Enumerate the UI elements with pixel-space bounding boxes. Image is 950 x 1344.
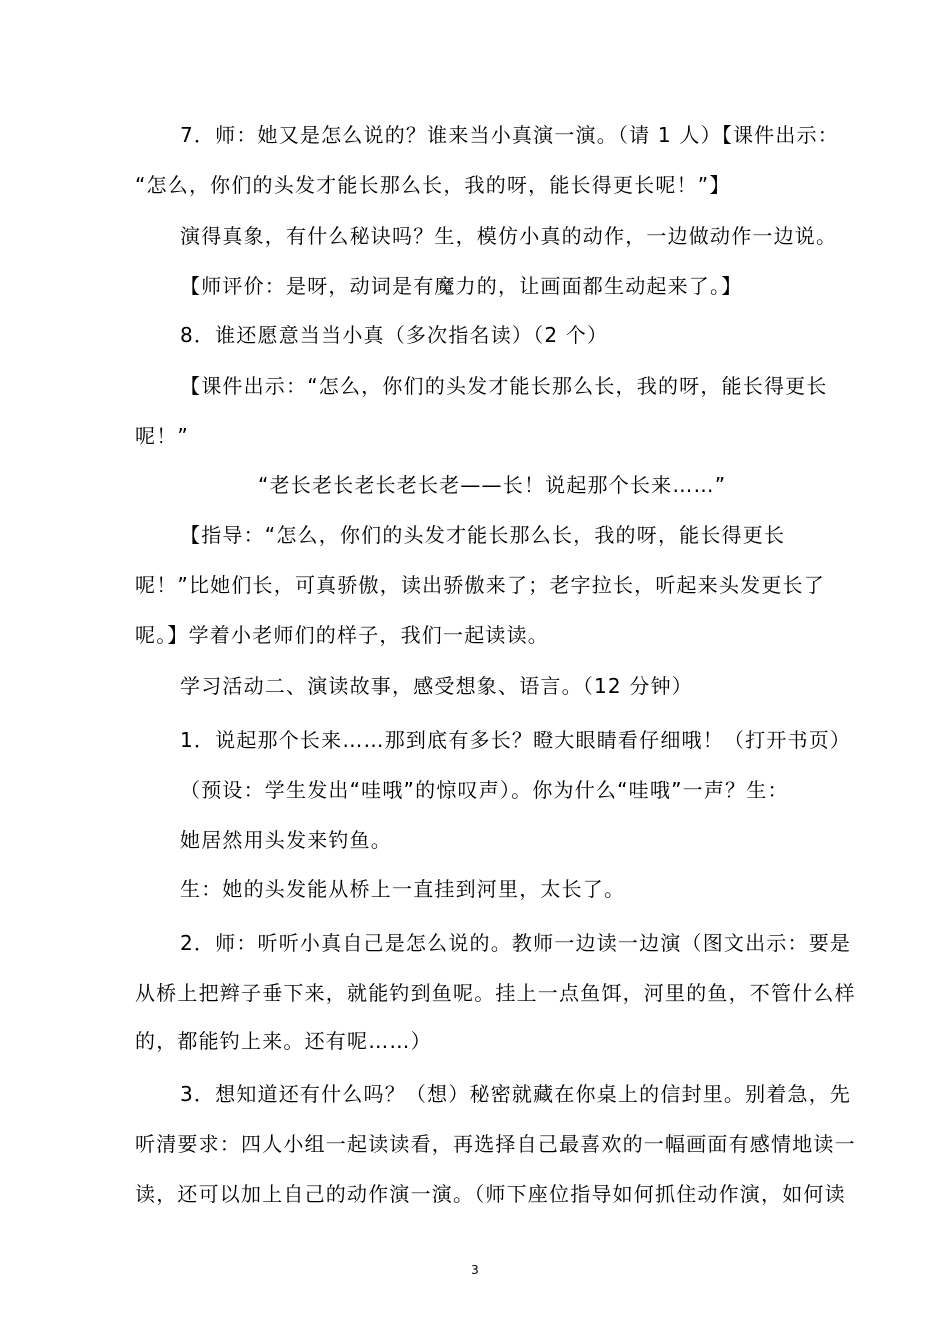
text-line: 演得真象，有什么秘诀吗？生，模仿小真的动作，一边做动作一边说。 xyxy=(180,224,838,248)
text-line: 读，还可以加上自己的动作演一演。（师下座位指导如何抓住动作演，如何读 xyxy=(135,1182,846,1206)
page-number: 3 xyxy=(471,1263,479,1277)
text-line: 8．谁还愿意当当小真（多次指名读）（2 个） xyxy=(180,323,609,347)
text-line: “老长老长老长老长老——长！说起那个长来……” xyxy=(258,473,727,497)
text-line: 1．说起那个长来……那到底有多长？瞪大眼睛看仔细哦！（打开书页） xyxy=(180,728,852,752)
text-line: （预设：学生发出“哇哦”的惊叹声）。你为什么“哇哦”一声？生： xyxy=(180,778,789,802)
text-line: 呢！” xyxy=(135,424,189,448)
text-line: 【师评价：是呀，动词是有魔力的，让画面都生动起来了。】 xyxy=(180,274,743,298)
text-line: 的，都能钓上来。还有呢……） xyxy=(135,1029,432,1053)
text-line: 从桥上把辫子垂下来，就能钓到鱼呢。挂上一点鱼饵，河里的鱼，不管什么样 xyxy=(135,981,856,1005)
text-line: 2．师：听听小真自己是怎么说的。教师一边读一边演（图文出示：要是 xyxy=(180,931,852,955)
text-line: 生：她的头发能从桥上一直挂到河里，太长了。 xyxy=(180,877,626,901)
text-line: 呢。】学着小老师们的样子，我们一起读读。 xyxy=(135,623,549,647)
text-line: 呢！”比她们长，可真骄傲，读出骄傲来了；老字拉长，听起来头发更长了 xyxy=(135,573,825,597)
text-line: 【课件出示：“怎么，你们的头发才能长那么长，我的呀，能长得更长 xyxy=(180,374,828,398)
text-line: 【指导：“怎么，你们的头发才能长那么长，我的呀，能长得更长 xyxy=(180,523,786,547)
text-line: 她居然用头发来钓鱼。 xyxy=(180,828,392,852)
text-line: 7．师：她又是怎么说的？谁来当小真演一演。（请 1 人）【课件出示： xyxy=(180,123,839,147)
text-line: “怎么，你们的头发才能长那么长，我的呀，能长得更长呢！”】 xyxy=(135,173,731,197)
text-line: 听清要求：四人小组一起读读看，再选择自己最喜欢的一幅画面有感情地读一 xyxy=(135,1132,856,1156)
text-line: 3．想知道还有什么吗？（想）秘密就藏在你桌上的信封里。别着急，先 xyxy=(180,1082,852,1106)
section-heading: 学习活动二、演读故事，感受想象、语言。（12 分钟） xyxy=(180,674,694,698)
